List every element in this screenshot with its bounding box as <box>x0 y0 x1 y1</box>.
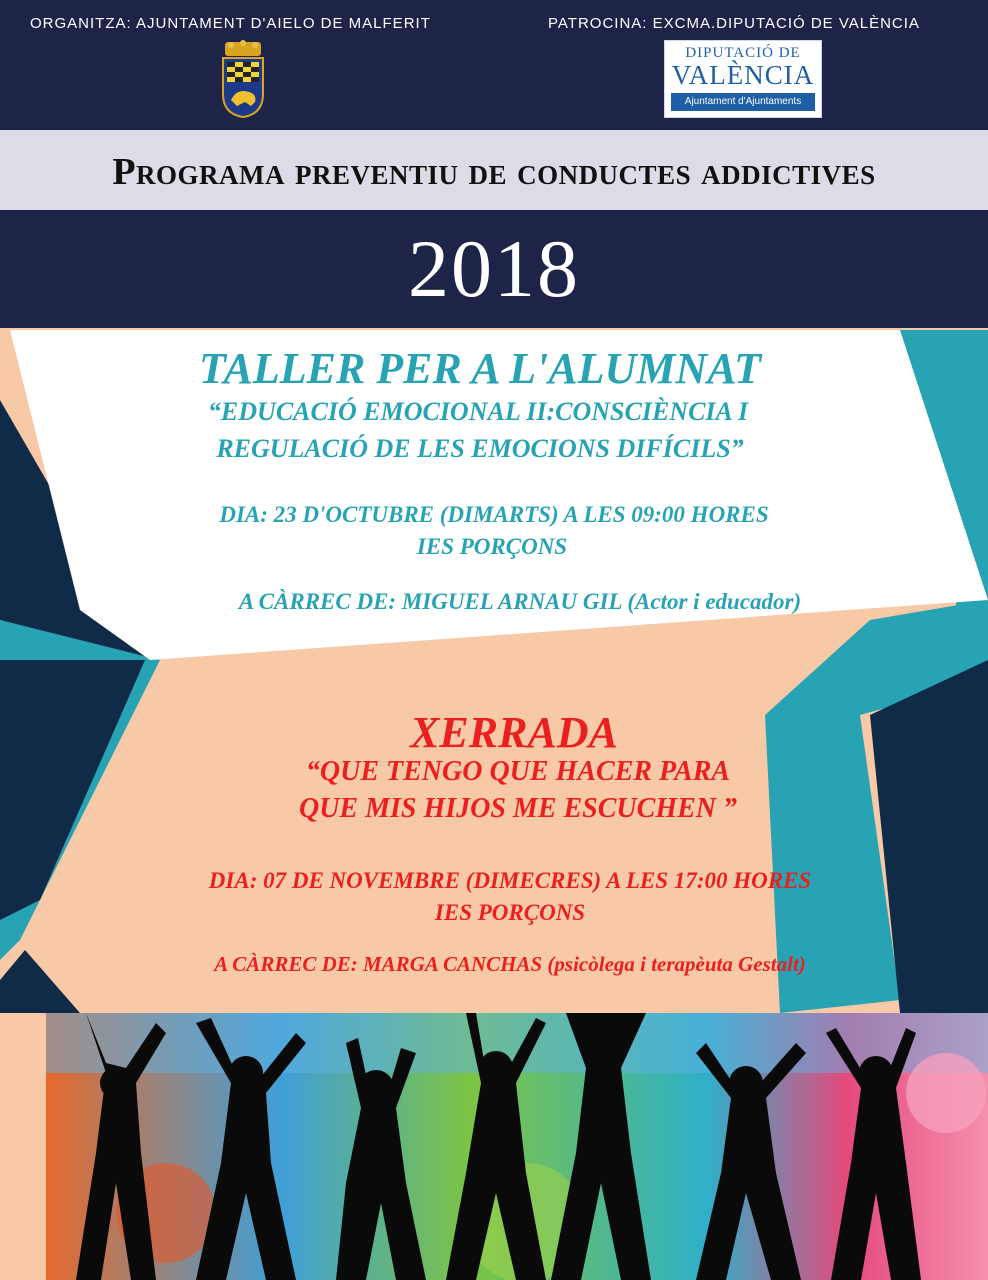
talk-subtitle-line1: “QUE TENGO QUE HACER PARA <box>305 756 731 787</box>
talk-subtitle-line2: QUE MIS HIJOS ME ESCUCHEN ” <box>298 793 738 824</box>
workshop-date: DIA: 23 D'OCTUBRE (DIMARTS) A LES 09:00 HORES <box>219 502 769 527</box>
year-label: 2018 <box>408 223 580 314</box>
workshop-subtitle-line1: “EDUCACIÓ EMOCIONAL II:CONSCIÈNCIA I <box>207 397 749 426</box>
talk-date: DIA: 07 DE NOVEMBRE (DIMECRES) A LES 17:00 HORES <box>208 868 812 893</box>
diputacio-logo <box>664 40 822 118</box>
talk-heading: XERRADA <box>410 708 618 757</box>
workshop-speaker: A CÀRREC DE: MIGUEL ARNAU GIL (Actor i educador) <box>238 589 802 614</box>
logo-tagline: Ajuntament d'Ajuntaments <box>671 93 815 111</box>
organizer-label: ORGANITZA: AJUNTAMENT D'AIELO DE MALFERIT <box>30 15 431 32</box>
municipal-coat-of-arms-icon <box>219 40 267 118</box>
workshop-heading: TALLER PER A L'ALUMNAT <box>199 344 761 393</box>
workshop-subtitle-line2: REGULACIÓ DE LES EMOCIONS DIFÍCILS” <box>216 434 744 463</box>
talk-speaker: A CÀRREC DE: MARGA CANCHAS (psicòlega i terapèuta Gestalt) <box>214 952 806 976</box>
sponsor-label: PATROCINA: EXCMA.DIPUTACIÓ DE VALÈNCIA <box>548 15 920 32</box>
logo-line2: VALÈNCIA <box>671 60 815 90</box>
dancing-silhouettes-image <box>46 1013 988 1280</box>
workshop-place: IES PORÇONS <box>416 534 568 559</box>
page-title: Programa preventiu de conductes addictives <box>112 151 876 193</box>
talk-place: IES PORÇONS <box>434 900 586 925</box>
logo-line1: DIPUTACIÓ DE <box>685 45 801 61</box>
